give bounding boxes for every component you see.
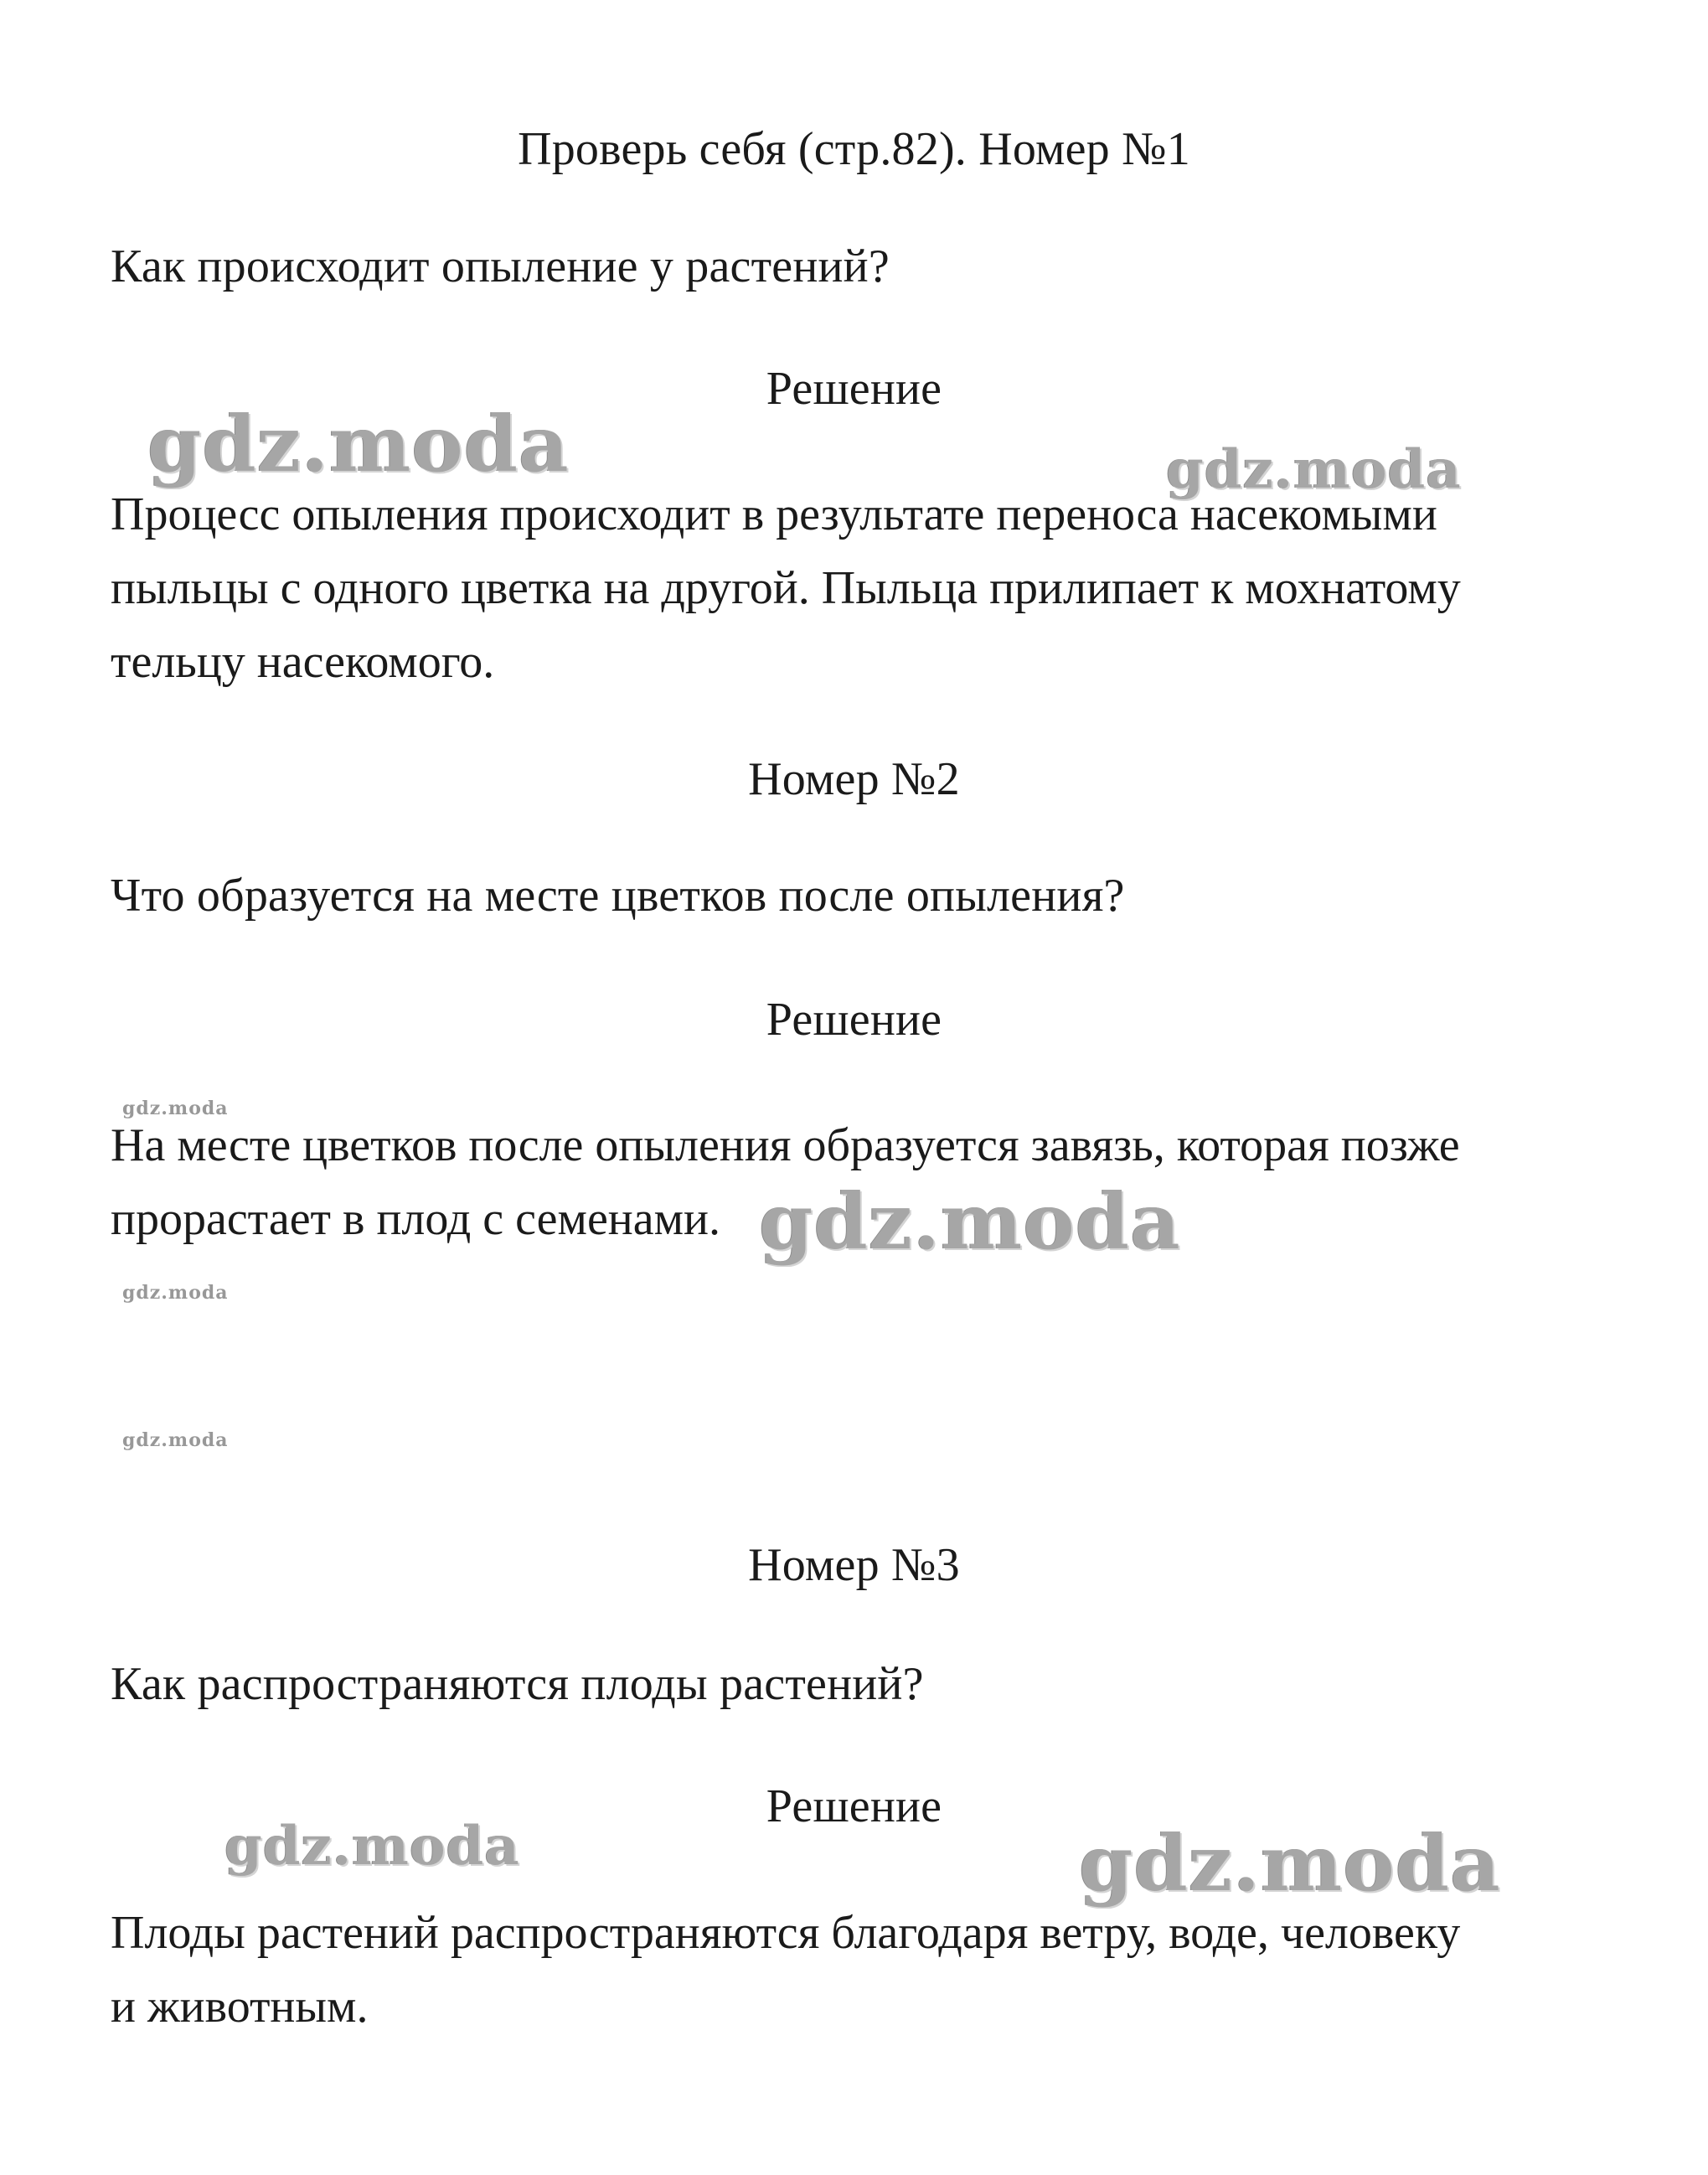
solution-label-1: Решение	[766, 363, 942, 415]
question-3: Как распространяются плоды растений?	[111, 1658, 924, 1710]
answer-3	[111, 1896, 1635, 2043]
answer-1-line: тельцу насекомого.	[111, 636, 495, 688]
page-title: Проверь себя (стр.82). Номер №1	[518, 123, 1190, 175]
question-1: Как происходит опыление у растений?	[111, 240, 890, 292]
answer-1	[111, 478, 1635, 699]
watermark: gdz.moda	[147, 399, 570, 489]
watermark: gdz.moda	[122, 1282, 229, 1304]
answer-2-line: На месте цветков после опыления образуется завязь, которая позже	[111, 1119, 1460, 1171]
watermark: gdz.moda	[1079, 1818, 1501, 1909]
answer-2-line: прорастает в плод с семенами.	[111, 1193, 721, 1245]
task-number-2: Номер №2	[748, 753, 960, 805]
watermark: gdz.moda	[759, 1176, 1181, 1267]
answer-3-line: Плоды растений распространяются благодаря ветру, воде, человеку	[111, 1907, 1461, 1959]
watermark: gdz.moda	[224, 1815, 520, 1878]
answer-1-line: Процесс опыления происходит в результате переноса насекомыми	[111, 488, 1437, 540]
question-2: Что образуется на месте цветков после опыления?	[111, 870, 1125, 922]
watermark: gdz.moda	[122, 1098, 229, 1119]
task-number-3: Номер №3	[748, 1539, 960, 1591]
solution-label-3: Решение	[766, 1780, 942, 1832]
watermark: gdz.moda	[1166, 438, 1462, 501]
answer-1-line: пыльцы с одного цветка на другой. Пыльца прилипает к мохнатому	[111, 562, 1461, 614]
solution-label-2: Решение	[766, 994, 942, 1046]
answer-3-line: и животным.	[111, 1981, 369, 2033]
watermark: gdz.moda	[122, 1429, 229, 1451]
answer-2	[111, 1108, 1635, 1256]
